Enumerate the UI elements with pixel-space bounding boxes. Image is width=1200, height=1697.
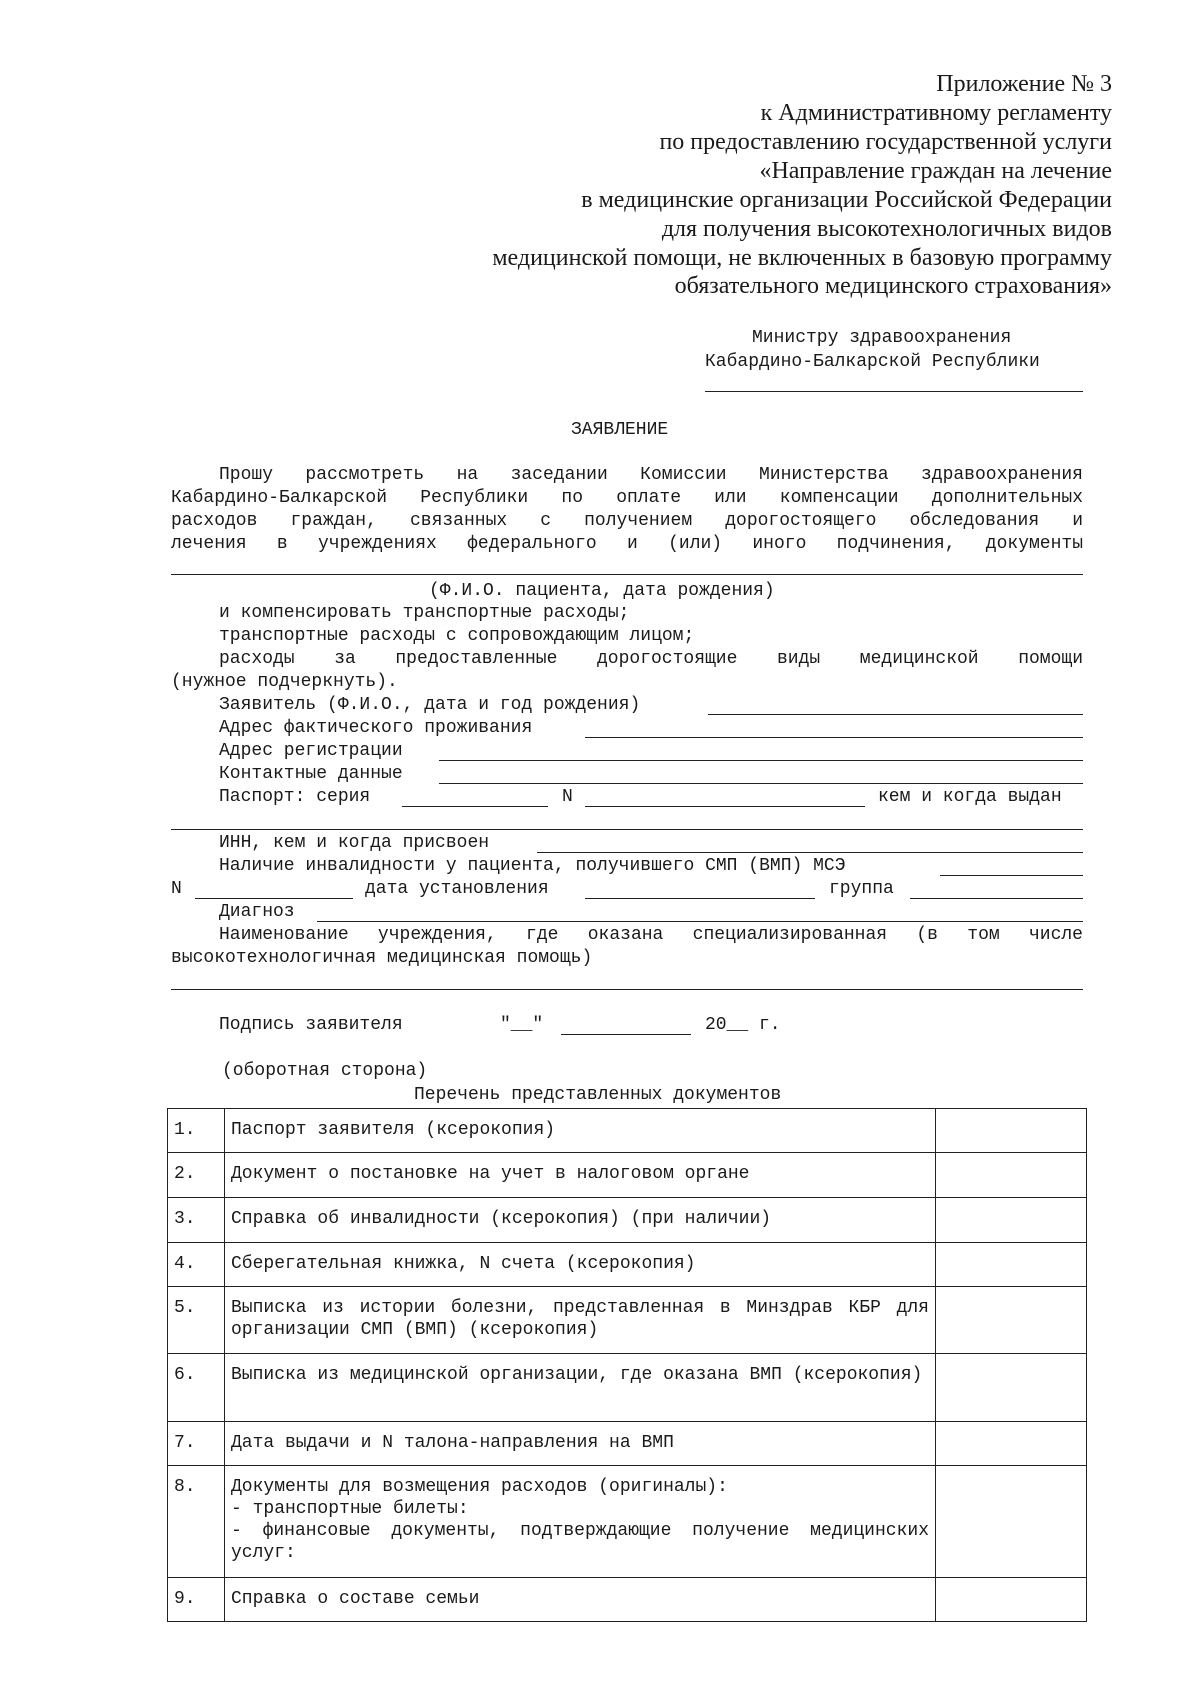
diagnosis-label: Диагноз bbox=[219, 902, 295, 922]
table-row bbox=[168, 1243, 1087, 1287]
signature-month-field[interactable] bbox=[561, 1034, 691, 1035]
contacts-label: Контактные данные bbox=[219, 764, 403, 784]
passport-number-field[interactable] bbox=[585, 806, 865, 807]
row-document: Паспорт заявителя (ксерокопия) bbox=[225, 1109, 936, 1153]
institution-label: Наименование учреждения, где оказана специализированная (в том числе bbox=[219, 925, 1083, 945]
row-document: Документы для возмещения расходов (оригиналы): bbox=[231, 1477, 728, 1497]
row-document-group bbox=[225, 1466, 936, 1578]
table-row bbox=[168, 1578, 1087, 1622]
row-document: Справка о составе семьи bbox=[225, 1578, 936, 1622]
inn-label: ИНН, кем и когда присвоен bbox=[219, 833, 490, 853]
intro-line: Кабардино-Балкарской Республики по оплате или компенсации дополнительных bbox=[171, 488, 1083, 508]
header-line: Приложение № 3 bbox=[936, 71, 1112, 97]
row-mark-cell[interactable] bbox=[936, 1153, 1087, 1198]
diagnosis-field[interactable] bbox=[317, 921, 1083, 922]
row-document: Выписка из истории болезни, представленная в Минздрав КБР для организации СМП (ВМП) (ксерокопия) bbox=[225, 1287, 936, 1354]
patient-name-caption: (Ф.И.О. пациента, дата рождения) bbox=[429, 581, 775, 601]
row-document: Документ о постановке на учет в налоговом органе bbox=[225, 1153, 936, 1198]
disability-number-field[interactable] bbox=[195, 898, 353, 899]
row-mark-cell[interactable] bbox=[936, 1109, 1087, 1153]
header-line: по предоставлению государственной услуги bbox=[659, 129, 1112, 155]
date-set-field[interactable] bbox=[585, 898, 815, 899]
addressee-line1: Министру здравоохранения bbox=[752, 328, 1012, 348]
applicant-field[interactable] bbox=[708, 714, 1083, 715]
addressee-line2: Кабардино-Балкарской Республики bbox=[705, 352, 1040, 372]
row-number: 5. bbox=[168, 1287, 225, 1354]
option-note: (нужное подчеркнуть). bbox=[171, 672, 398, 692]
row-document-sub: - финансовые документы, подтверждающие получение медицинских услуг: bbox=[231, 1521, 929, 1563]
header-line: медицинской помощи, не включенных в базовую программу bbox=[492, 245, 1112, 271]
header-line: к Административному регламенту bbox=[760, 100, 1112, 126]
passport-series-label: Паспорт: серия bbox=[219, 787, 371, 807]
actual-address-label: Адрес фактического проживания bbox=[219, 718, 533, 738]
row-mark-cell[interactable] bbox=[936, 1422, 1087, 1466]
intro-line: лечения в учреждениях федерального и (или) иного подчинения, документы bbox=[171, 534, 1083, 554]
documents-list-title: Перечень представленных документов bbox=[414, 1085, 782, 1105]
passport-series-field[interactable] bbox=[402, 806, 548, 807]
signature-day[interactable]: "__" bbox=[500, 1015, 544, 1035]
passport-issued-label: кем и когда выдан bbox=[878, 787, 1062, 807]
header-line: для получения высокотехнологичных видов bbox=[661, 216, 1112, 242]
header-line: в медицинские организации Российской Федерации bbox=[581, 187, 1112, 213]
row-number: 9. bbox=[168, 1578, 225, 1622]
reg-address-field[interactable] bbox=[439, 760, 1083, 761]
option-transport: и компенсировать транспортные расходы; bbox=[219, 603, 630, 623]
table-row bbox=[168, 1287, 1087, 1354]
table-row bbox=[168, 1422, 1087, 1466]
table-row bbox=[168, 1198, 1087, 1243]
row-document: Выписка из медицинской организации, где оказана ВМП (ксерокопия) bbox=[225, 1354, 936, 1422]
applicant-label: Заявитель (Ф.И.О., дата и год рождения) bbox=[219, 695, 641, 715]
disability-mse-field[interactable] bbox=[940, 875, 1083, 876]
signature-label: Подпись заявителя bbox=[219, 1015, 403, 1035]
date-set-label: дата установления bbox=[365, 879, 549, 899]
institution-label-cont: высокотехнологичная медицинская помощь) bbox=[171, 948, 593, 968]
patient-name-field[interactable] bbox=[171, 574, 1083, 575]
reg-address-label: Адрес регистрации bbox=[219, 741, 403, 761]
disability-number-label: N bbox=[171, 879, 182, 899]
row-document: Дата выдачи и N талона-направления на ВМП bbox=[225, 1422, 936, 1466]
passport-issued-field[interactable] bbox=[171, 829, 1083, 830]
row-mark-cell[interactable] bbox=[936, 1578, 1087, 1622]
row-number: 6. bbox=[168, 1354, 225, 1422]
option-transport-escort: транспортные расходы с сопровождающим лицом; bbox=[219, 626, 695, 646]
row-document: Сберегательная книжка, N счета (ксерокопия) bbox=[225, 1243, 936, 1287]
row-mark-cell[interactable] bbox=[936, 1243, 1087, 1287]
header-line: обязательного медицинского страхования» bbox=[674, 273, 1112, 299]
row-document: Справка об инвалидности (ксерокопия) (при наличии) bbox=[225, 1198, 936, 1243]
row-number: 2. bbox=[168, 1153, 225, 1198]
signature-year[interactable]: 20__ г. bbox=[705, 1015, 781, 1035]
reverse-side-label: (оборотная сторона) bbox=[222, 1061, 428, 1081]
addressee-signature-line bbox=[705, 391, 1083, 392]
row-number: 8. bbox=[168, 1466, 225, 1578]
table-row bbox=[168, 1153, 1087, 1198]
group-field[interactable] bbox=[910, 898, 1083, 899]
table-row bbox=[168, 1354, 1087, 1422]
intro-line: расходов граждан, связанных с получением дорогостоящего обследования и bbox=[171, 511, 1083, 531]
row-number: 1. bbox=[168, 1109, 225, 1153]
row-number: 7. bbox=[168, 1422, 225, 1466]
group-label: группа bbox=[829, 879, 894, 899]
inn-field[interactable] bbox=[537, 852, 1083, 853]
table-row bbox=[168, 1109, 1087, 1153]
intro-line: Прошу рассмотреть на заседании Комиссии Министерства здравоохранения bbox=[219, 465, 1083, 485]
row-number: 3. bbox=[168, 1198, 225, 1243]
row-mark-cell[interactable] bbox=[936, 1287, 1087, 1354]
institution-field[interactable] bbox=[171, 989, 1083, 990]
document-title: ЗАЯВЛЕНИЕ bbox=[571, 420, 669, 440]
row-document-sub: - транспортные билеты: bbox=[231, 1499, 469, 1519]
option-medical: расходы за предоставленные дорогостоящие виды медицинской помощи bbox=[219, 649, 1083, 669]
table-row bbox=[168, 1466, 1087, 1578]
row-mark-cell[interactable] bbox=[936, 1198, 1087, 1243]
row-number: 4. bbox=[168, 1243, 225, 1287]
header-line: «Направление граждан на лечение bbox=[759, 158, 1112, 184]
actual-address-field[interactable] bbox=[585, 737, 1083, 738]
row-mark-cell[interactable] bbox=[936, 1354, 1087, 1422]
contacts-field[interactable] bbox=[439, 783, 1083, 784]
documents-table bbox=[167, 1108, 1087, 1622]
passport-number-label: N bbox=[562, 787, 573, 807]
disability-label: Наличие инвалидности у пациента, получившего СМП (ВМП) МСЭ bbox=[219, 856, 846, 876]
row-mark-cell[interactable] bbox=[936, 1466, 1087, 1578]
